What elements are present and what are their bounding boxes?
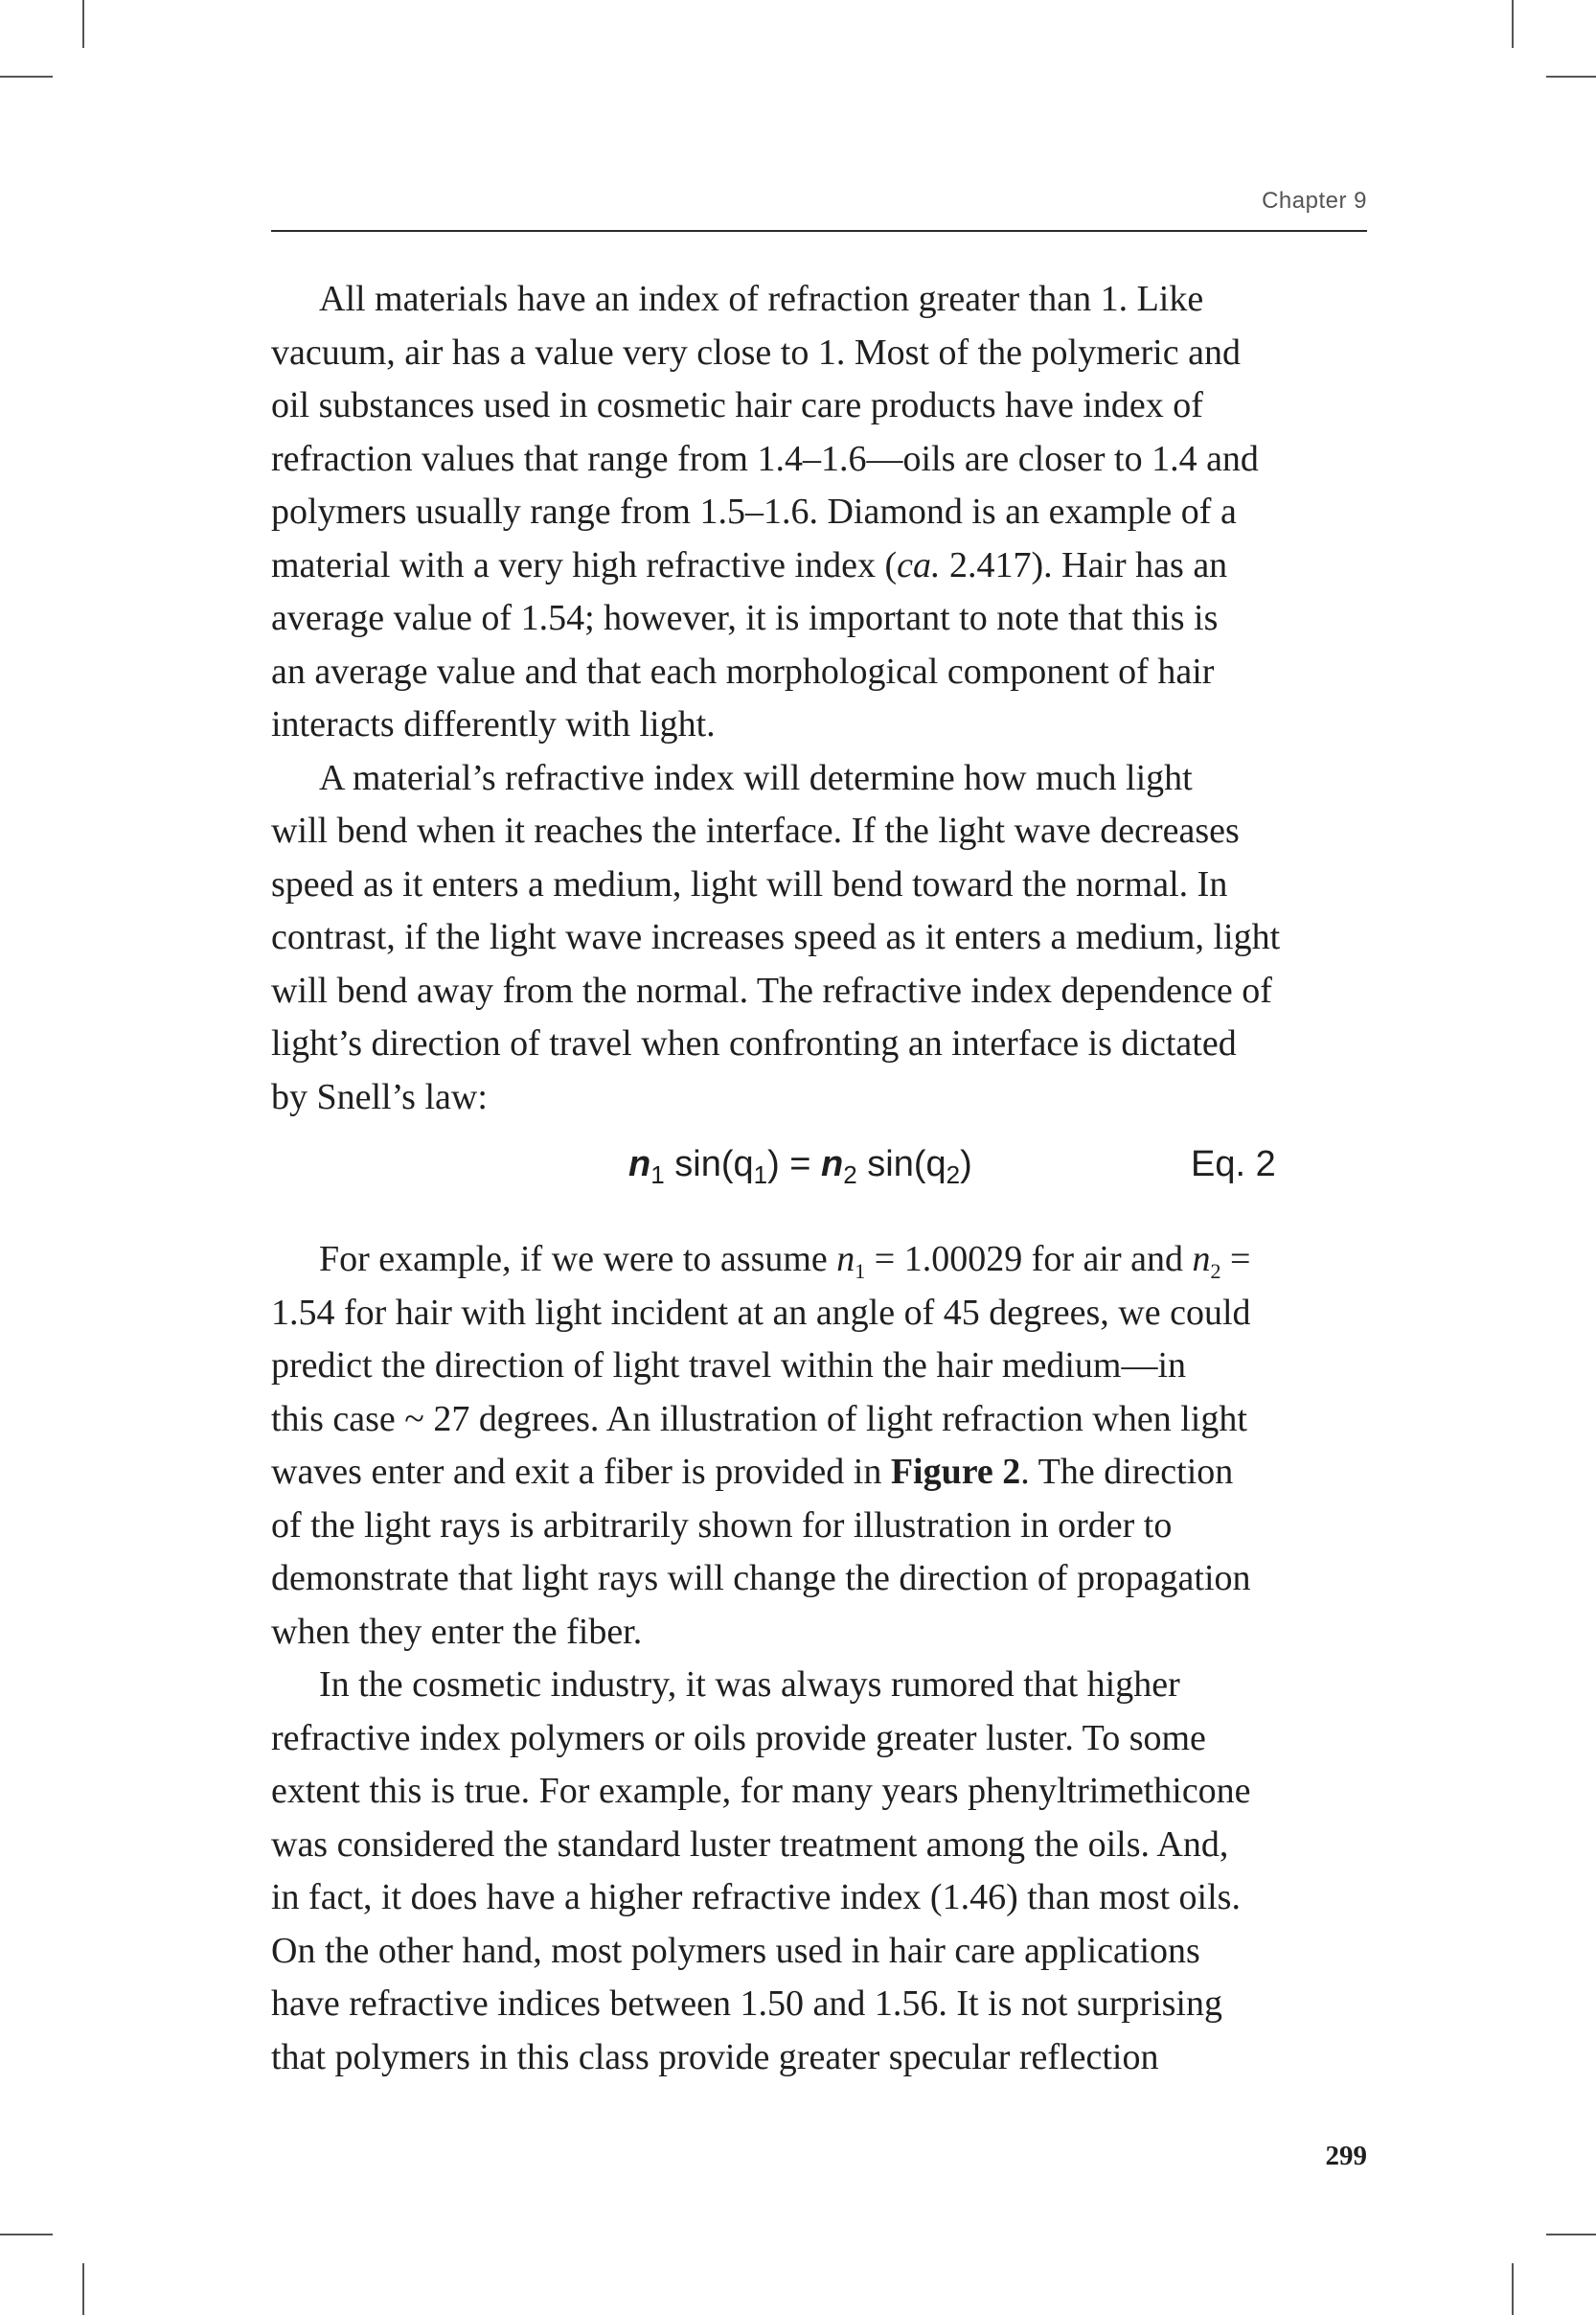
text-line: For example, if we were to assume $n_1 = 1.00029$ for air and $n_2$ = [319,1239,1251,1283]
crop-mark-top-right-horizontal [1546,76,1596,78]
text-line: A material’s refractive index will determine how much light [319,757,1193,798]
paragraph-2 [271,752,1367,1125]
crop-mark-top-right [1512,0,1514,48]
text-line: oil substances used in cosmetic hair care products have index of [271,385,1203,425]
text-line: when they enter the fiber. [271,1611,643,1652]
text-line: predict the direction of light travel within the hair medium—in [271,1345,1187,1386]
text-line: demonstrate that light rays will change the direction of propagation [271,1558,1251,1598]
text-line: this case ~ 27 degrees. An illustration of light refraction when light [271,1398,1247,1439]
text-line: All materials have an index of refraction greater than 1. Like [319,279,1204,319]
running-head [271,188,1367,232]
paragraph-4 [271,1659,1367,2084]
crop-mark-bottom-right [1512,2263,1514,2315]
equation-number: Eq. 2 [1191,1144,1276,1184]
text-line: will bend when it reaches the interface. If the light wave decreases [271,811,1240,851]
text-line: polymers usually range from 1.5–1.6. Diamond is an example of a [271,492,1237,532]
text-line: will bend away from the normal. The refractive index dependence of [271,970,1272,1011]
text-line: have refractive indices between 1.50 and 1.56. It is not surprising [271,1983,1222,2024]
text-line: contrast, if the light wave increases speed as it enters a medium, light [271,917,1281,957]
text-line: by Snell’s law: [271,1076,488,1117]
equation-formula: $n_1$ $\sin(q_1) = n_2$ $\sin(q_2)$ [628,1144,972,1189]
text-line: vacuum, air has a value very close to 1. Most of the polymeric and [271,332,1241,373]
text-line: of the light rays is arbitrarily shown for illustration in order to [271,1504,1173,1546]
page-number: 299 [1325,2141,1367,2171]
text-line: interacts differently with light. [271,704,716,745]
text-line: average value of 1.54; however, it is important to note that this is [271,598,1219,638]
text-line: 1.54 for hair with light incident at an angle of 45 degrees, we could [271,1292,1251,1333]
text-line: that polymers in this class provide greater specular reflection [271,2036,1159,2077]
text-line: In the cosmetic industry, it was always rumored that higher [319,1664,1180,1705]
text-line: speed as it enters a medium, light will bend toward the normal. In [271,863,1228,905]
crop-mark-top-left [82,0,84,48]
text-line: light’s direction of travel when confronting an interface is dictated [271,1023,1237,1064]
crop-mark-top-left-horizontal [0,76,53,78]
text-line: refraction values that range from 1.4–1.6—oils are closer to 1.4 and [271,438,1259,479]
text-line: waves enter and exit a fiber is provided in Figure 2. The direction [271,1452,1234,1492]
text-line: an average value and that each morphological component of hair [271,651,1215,692]
snells-law-equation [271,1135,1367,1210]
crop-mark-bottom-left-horizontal [0,2234,53,2235]
crop-mark-bottom-left [82,2263,84,2315]
text-line: in fact, it does have a higher refractive index (1.46) than most oils. [271,1877,1241,1917]
text-line: extent this is true. For example, for many years phenyltrimethicone [271,1771,1251,1811]
text-line: was considered the standard luster treatment among the oils. And, [271,1823,1229,1865]
figure-reference: Figure 2 [890,1452,1021,1492]
paragraph-1 [271,273,1367,752]
crop-mark-bottom-right-horizontal [1546,2234,1596,2235]
text-line: On the other hand, most polymers used in hair care applications [271,1930,1200,1971]
text-line: refractive index polymers or oils provide greater luster. To some [271,1717,1206,1758]
text-line: material with a very high refractive index (ca. 2.417). Hair has an [271,544,1228,585]
body-text [271,273,1367,2084]
chapter-label: Chapter 9 [1262,188,1367,214]
paragraph-3 [271,1233,1367,1659]
